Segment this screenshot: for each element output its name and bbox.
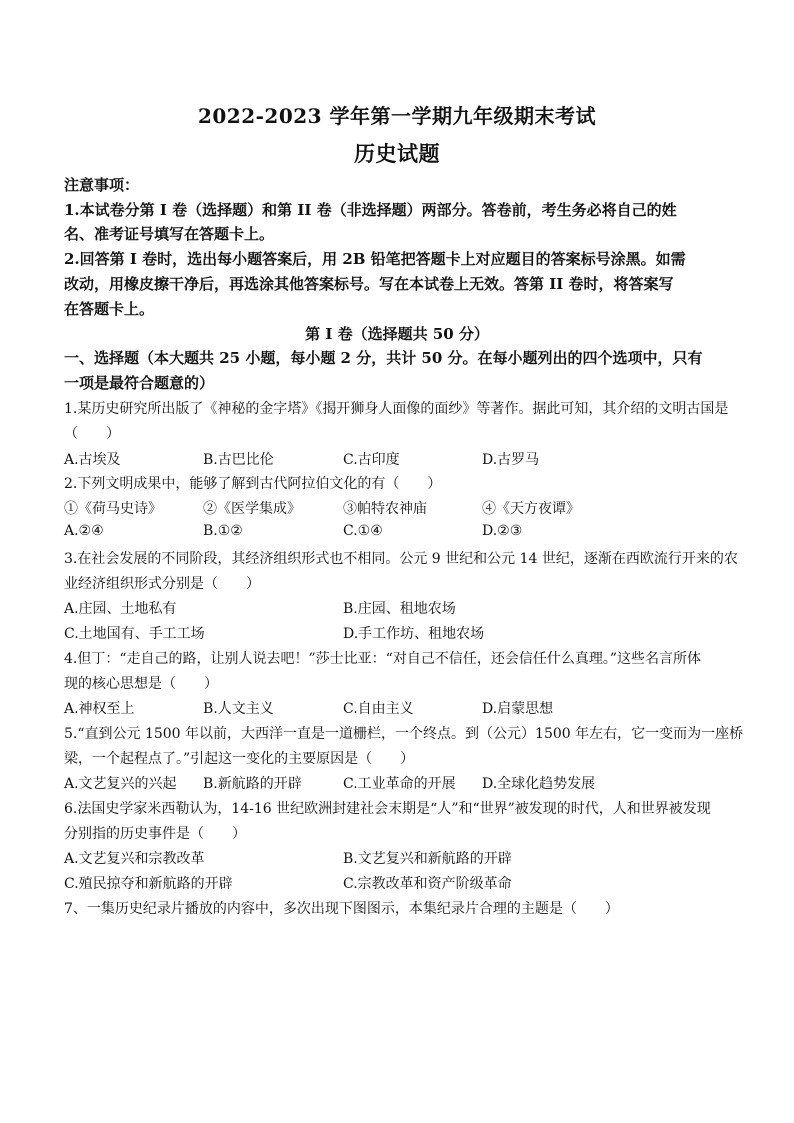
option-b: B.庄园、租地农场 <box>343 601 456 617</box>
option-d: D.②③ <box>482 523 523 539</box>
option-d: D.全球化趋势发展 <box>482 776 596 792</box>
notice-line: 2.回答第 I 卷时，选出每小题答案后，用 2B 铅笔把答题卡上对应题目的答案标号涂黑。如需 <box>64 250 686 268</box>
option-a: A.古埃及 <box>64 452 121 468</box>
option-a: A.文艺复兴的兴起 <box>64 776 177 792</box>
notice-line: 在答题卡上。 <box>64 300 155 318</box>
option-c: C.自由主义 <box>343 701 414 717</box>
exam-subject: 历史试题 <box>354 141 440 166</box>
option-b: B.文艺复兴和新航路的开辟 <box>343 851 512 867</box>
option-a: A.庄园、土地私有 <box>64 601 177 617</box>
notice-line: 1.本试卷分第 I 卷（选择题）和第 II 卷（非选择题）两部分。答卷前，考生务必将自己的姓 <box>64 201 677 219</box>
section-instruction: 一项是最符合题意的） <box>64 374 215 392</box>
question-text: 7、一集历史纪录片播放的内容中，多次出现下图图示，本集纪录片合理的主题是（ ） <box>64 901 619 917</box>
option-c: C.①④ <box>343 523 383 539</box>
question-text: 2.下列文明成果中，能够了解到古代阿拉伯文化的有（ ） <box>64 476 442 492</box>
question-text: 6.法国史学家米西勒认为，14-16 世纪欧洲封建社会末期是“人”和“世界”被发现的时代，人和世界被发现 <box>64 801 711 817</box>
part-title: 第 I 卷（选择题共 50 分） <box>305 325 489 343</box>
question-text: 梁，一个起程点了。”引起这一变化的主要原因是（ ） <box>64 751 415 767</box>
question-text: 现的核心思想是（ ） <box>64 676 218 692</box>
option-d: D.手工作坊、租地农场 <box>343 626 485 642</box>
notice-line: 改动，用橡皮擦干净后，再选涂其他答案标号。写在本试卷上无效。答第 II 卷时，将答案写 <box>64 275 674 293</box>
statement-item: ①《荷马史诗》 <box>64 501 162 517</box>
option-c: C.工业革命的开展 <box>343 776 456 792</box>
statement-item: ②《医学集成》 <box>203 501 301 517</box>
option-b: B.人文主义 <box>203 701 274 717</box>
question-text: 3.在社会发展的不同阶段，其经济组织形式也不相同。公元 9 世纪和公元 14 世纪，逐渐在西欧流行开来的农 <box>64 551 738 567</box>
option-d: C.宗教改革和资产阶级革命 <box>343 876 512 892</box>
question-text: 5.“直到公元 1500 年以前，大西洋一直是一道栅栏，一个终点。到（公元）1500 年左右，它一变而为一座桥 <box>64 726 744 742</box>
option-c: C.殖民掠夺和新航路的开辟 <box>64 876 233 892</box>
question-text: （ ） <box>64 426 120 442</box>
statement-item: ④《天方夜谭》 <box>482 501 580 517</box>
notice-line: 名、准考证号填写在答题卡上。 <box>64 225 275 243</box>
option-a: A.文艺复兴和宗教改革 <box>64 851 205 867</box>
option-d: D.古罗马 <box>482 452 540 468</box>
option-a: A.②④ <box>64 523 104 539</box>
question-text: 分别指的历史事件是（ ） <box>64 826 246 842</box>
statement-item: ③帕特农神庙 <box>343 501 427 517</box>
option-a: A.神权至上 <box>64 701 135 717</box>
question-text: 1.某历史研究所出版了《神秘的金字塔》《揭开狮身人面像的面纱》等著作。据此可知，其介绍的文明古国是 <box>64 401 729 417</box>
section-instruction: 一、选择题（本大题共 25 小题，每小题 2 分，共计 50 分。在每小题列出的四个选项中，只有 <box>64 349 703 367</box>
option-b: B.古巴比伦 <box>203 452 274 468</box>
option-c: C.土地国有、手工工场 <box>64 626 205 642</box>
option-b: B.新航路的开辟 <box>203 776 302 792</box>
option-c: C.古印度 <box>343 452 400 468</box>
exam-title: 2022-2023 学年第一学期九年级期末考试 <box>197 104 597 128</box>
question-text: 4.但丁：“走自己的路，让别人说去吧！”莎士比亚：“对自己不信任，还会信任什么真理。”这些名言所体 <box>64 651 701 667</box>
option-d: D.启蒙思想 <box>482 701 554 717</box>
notice-heading: 注意事项： <box>64 176 140 194</box>
question-text: 业经济组织形式分别是（ ） <box>64 576 260 592</box>
option-b: B.①② <box>203 523 243 539</box>
